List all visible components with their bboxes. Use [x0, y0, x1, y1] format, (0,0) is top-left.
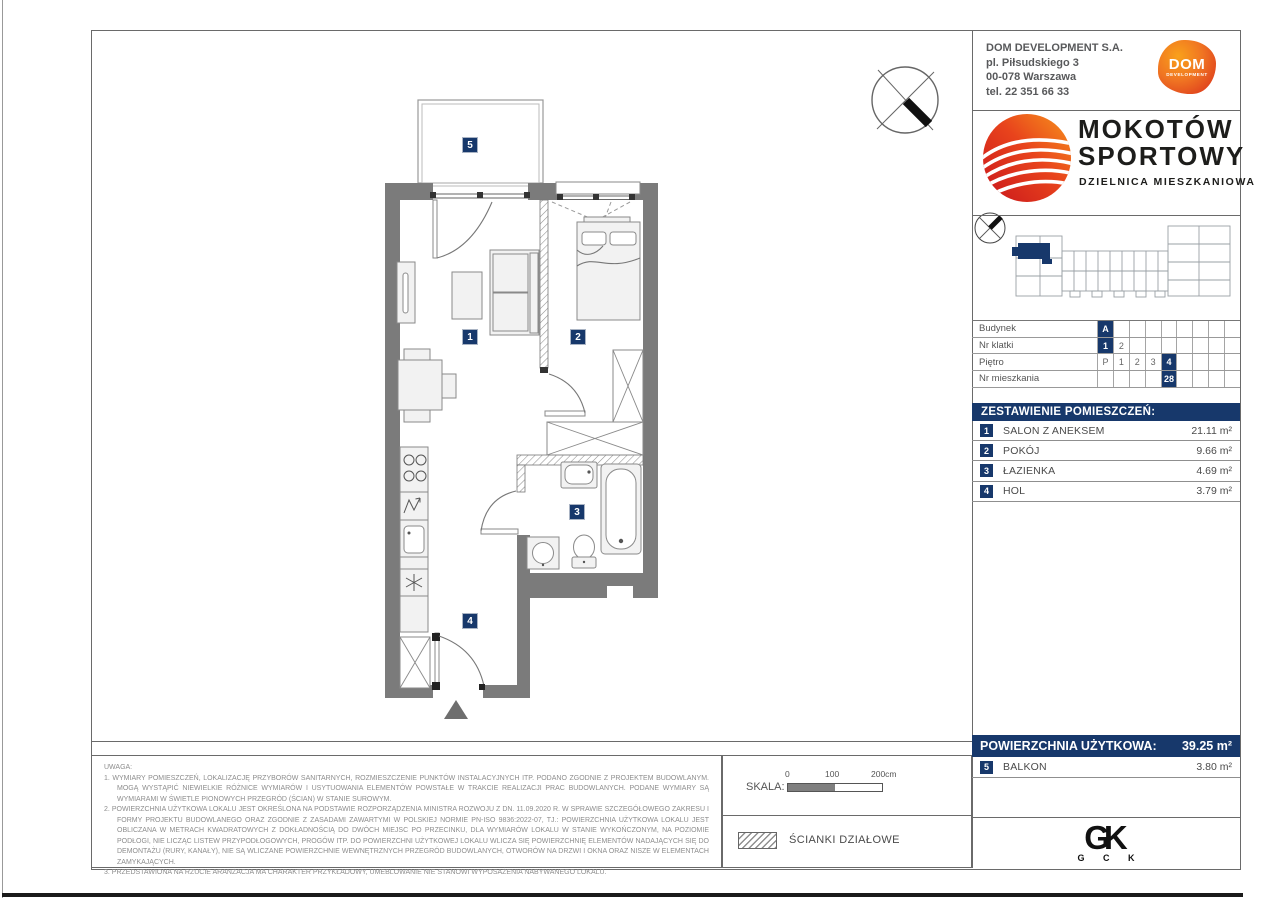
scale-bar-fill: [788, 784, 835, 791]
notes-title: UWAGA:: [104, 764, 133, 771]
room-number-badge: 4: [980, 485, 993, 498]
room-number-badge: 2: [980, 444, 993, 457]
project-title-line2: SPORTOWY: [1078, 141, 1246, 171]
room-area: 21.11 m²: [1191, 424, 1232, 437]
room-number-badge: 5: [980, 761, 993, 774]
entrance-arrow: [444, 700, 468, 719]
unit-cell: [1192, 371, 1208, 387]
bedroom-door: [545, 374, 585, 416]
living-window: [430, 186, 530, 198]
scale-tick-0: 0: [785, 769, 790, 779]
unit-cell: 2: [1113, 338, 1129, 354]
unit-cell: [1145, 321, 1161, 337]
dom-logo-subtext: DEVELOPMENT: [1166, 71, 1208, 77]
plan-area-bottom-border: [91, 741, 972, 742]
window-opening-lines: [552, 202, 630, 219]
kitchen-stove: [400, 447, 428, 492]
room-name: ŁAZIENKA: [1003, 464, 1056, 477]
developer-city: 00-078 Warszawa: [986, 71, 1077, 83]
entrance-door: [432, 633, 485, 690]
bedroom-wardrobe: [547, 350, 643, 455]
scale-bar: [787, 783, 883, 792]
unit-cell: [1113, 371, 1129, 387]
unit-cell: P: [1097, 354, 1113, 370]
balcony-row-wrap: [972, 757, 1240, 778]
unit-cell: [1192, 338, 1208, 354]
row-label: Nr klatki: [979, 340, 1014, 352]
unit-cell: [1192, 321, 1208, 337]
balcony-outline: [418, 100, 543, 183]
unit-cell: [1224, 354, 1240, 370]
scale-tick-200: 200cm: [871, 769, 897, 779]
room-area: 9.66 m²: [1196, 444, 1232, 457]
unit-cell: 3: [1145, 354, 1161, 370]
balcony-door: [433, 200, 492, 258]
unit-cell: A: [1097, 321, 1113, 337]
divider: [972, 817, 1240, 818]
developer-phone: tel. 22 351 66 33: [986, 85, 1070, 98]
scale-legend-box: [722, 755, 972, 868]
unit-cell: [1129, 321, 1145, 337]
room-row: [972, 441, 1240, 461]
table-row-apartment-number: [972, 371, 1240, 388]
mini-compass: [975, 213, 1005, 243]
unit-cell: [1161, 321, 1177, 337]
scale-tick-100: 100: [825, 769, 840, 779]
project-title-line1: MOKOTÓW: [1078, 114, 1234, 144]
room-area: 3.80 m²: [1196, 761, 1232, 773]
room-name: BALKON: [1003, 761, 1047, 773]
unit-cell: [1129, 371, 1145, 387]
developer-address: [986, 41, 1123, 99]
unit-cell: [1113, 321, 1129, 337]
unit-cell: [1097, 371, 1113, 387]
building-overview-map: [975, 213, 1230, 297]
unit-cell: [1208, 321, 1224, 337]
usable-area-value: 39.25 m²: [1181, 739, 1232, 753]
note-item: 2. POWIERZCHNIA UŻYTKOWA LOKALU JEST OKREŚLONA NA PODSTAWIE ROZPORZĄDZENIA MINISTRA ROZWOJU Z DN. 11.09.2020 R. W SPRAWIE SZCZEGÓŁOWEGO ZAKRESU I FORMY PROJEKTU BUDOWLANEGO ORAZ ZGODNIE Z ZASADAMI ZAWARTYMI W POLSKIEJ NORMIE PN-ISO 9836:2022-07, TJ.: POWIERZCHNIA UŻYTKOWA LOKALU JEST OBLICZANA W METRACH KWADRATOWYCH Z DOKŁADNOŚCIĄ DO DWÓCH MIEJSC PO PRZECINKU, DLA WYMIARÓW LOKALU W STANIE WYKOŃCZONYM, NA POZIOMIE PODŁOGI, NIE LICZĄC LISTEW PRZYPODŁOGOWYCH, PROGÓW ITP. DO POWIERZCHNI UŻYTKOWEJ LOKALU WLICZA SIĘ POWIERZCHNIĘ ELEMENTÓW NADAJĄCYCH SIĘ DO DEMONTAŻU (RURY, KANAŁY), NIE SĄ WLICZANE POWIERZCHNIE WEWNĘTRZNYCH PRZEGRÓD BUDOWLANYCH, OTWORÓW NA DRZWI I OKNA ORAZ NISZE W ELEMENTACH ZAMYKAJĄCYCH.: [104, 806, 709, 866]
washbasin: [561, 462, 597, 488]
north-compass: [872, 67, 938, 133]
room-number-badge: 1: [980, 424, 993, 437]
kitchen-counter: [400, 447, 428, 632]
room-row: [972, 421, 1240, 441]
row-label: Nr mieszkania: [979, 373, 1040, 385]
room-badge-4: 4: [462, 613, 478, 629]
room-row: [972, 482, 1240, 502]
project-title: [1078, 116, 1245, 170]
dom-development-logo: [1158, 40, 1216, 94]
unit-cell: 1: [1097, 338, 1113, 354]
hall-wardrobe: [400, 637, 430, 688]
unit-cell: [1208, 338, 1224, 354]
note-item: 3. PRZEDSTAWIONA NA RZUCIE ARANŻACJA MA CHARAKTER PRZYKŁADOWY, UMEBLOWANIE NIE STANOWI WYPOSAŻENIA NABYWANEGO LOKALU.: [104, 869, 607, 876]
divider: [972, 215, 1240, 216]
developer-street: pl. Piłsudskiego 3: [986, 56, 1079, 69]
notes-box: [91, 755, 722, 876]
gck-logo-mark: GK: [1084, 819, 1128, 856]
coffee-table: [452, 272, 482, 319]
gck-logo-caption: G C K: [1077, 853, 1143, 863]
divider: [972, 110, 1240, 111]
sofa: [490, 250, 539, 335]
unit-cell: [1176, 371, 1192, 387]
scale-label: SKALA:: [746, 781, 785, 793]
washing-machine: [527, 537, 559, 569]
unit-cell: [1224, 338, 1240, 354]
row-label: Piętro: [979, 356, 1004, 368]
dining-set: [398, 349, 456, 422]
table-row-building: [972, 321, 1240, 338]
room-area: 4.69 m²: [1196, 464, 1232, 477]
project-subtitle: DZIELNICA MIESZKANIOWA: [1079, 176, 1256, 188]
bedroom-window: [552, 182, 640, 219]
unit-cell: [1208, 371, 1224, 387]
scale-section: [723, 756, 971, 816]
unit-cell: [1176, 338, 1192, 354]
unit-cell: [1224, 371, 1240, 387]
room-area: 3.79 m²: [1196, 485, 1232, 498]
note-item: 1. WYMIARY POMIESZCZEŃ, LOKALIZACJĘ PRZYBORÓW SANITARNYCH, ROZMIESZCZENIE PUNKTÓW INSTALACYJNYCH ITP. PODANO ZGODNIE Z PROJEKTEM BUDOWLANYM. MOGĄ WYSTĄPIĆ NIEWIELKIE RÓŻNICE WYMIARÓW I USYTUOWANIA ELEMENTÓW POWSTAŁE W TRAKCIE REALIZACJI PRAC BUDOWLANYCH. PODANE WYMIARY SĄ WYMIARAMI W ŚWIETLE PIONOWYCH PRZEGRÓD (ŚCIAN) W STANIE SUROWYM.: [104, 774, 709, 803]
table-row-floor: [972, 354, 1240, 371]
unit-cell: [1176, 354, 1192, 370]
unit-cell: 1: [1113, 354, 1129, 370]
bathroom-door: [481, 491, 518, 534]
architect-logo: [972, 819, 1240, 867]
bed: [577, 217, 640, 320]
unit-cell: [1192, 354, 1208, 370]
unit-cell: [1161, 338, 1177, 354]
unit-cell: [1145, 371, 1161, 387]
room-row: [972, 461, 1240, 481]
table-row-staircase: [972, 338, 1240, 355]
room-badge-1: 1: [462, 329, 478, 345]
room-name: HOL: [1003, 485, 1026, 498]
row-label: Budynek: [979, 323, 1016, 335]
room-badge-2: 2: [570, 329, 586, 345]
partition-legend-label: ŚCIANKI DZIAŁOWE: [789, 834, 900, 846]
unit-locator-table: [972, 320, 1240, 388]
room-badge-3: 3: [569, 504, 585, 520]
tv-sideboard: [397, 262, 415, 323]
room-list: [972, 403, 1240, 502]
room-list-title: ZESTAWIENIE POMIESZCZEŃ:: [972, 403, 1240, 421]
unit-cell: [1129, 338, 1145, 354]
unit-cell: [1176, 321, 1192, 337]
mokotow-sportowy-logo-icon: [982, 113, 1072, 203]
toilet: [572, 535, 596, 568]
unit-cell: [1224, 321, 1240, 337]
partition-hatch-swatch: [738, 832, 777, 849]
bathtub: [601, 464, 641, 554]
unit-cell: 4: [1161, 354, 1177, 370]
unit-cell: 28: [1161, 371, 1177, 387]
developer-name: DOM DEVELOPMENT S.A.: [986, 42, 1123, 54]
room-badge-5: 5: [462, 137, 478, 153]
room-number-badge: 3: [980, 464, 993, 477]
unit-cell: [1145, 338, 1161, 354]
room-name: SALON Z ANEKSEM: [1003, 424, 1105, 437]
door-jamb: [540, 367, 548, 373]
unit-cell: 2: [1129, 354, 1145, 370]
usable-area-label: POWIERZCHNIA UŻYTKOWA:: [980, 739, 1157, 753]
usable-area-header: [972, 735, 1240, 757]
balcony-row: [972, 757, 1240, 778]
unit-cell: [1208, 354, 1224, 370]
highlighted-unit: [1012, 243, 1052, 264]
dom-logo-text: DOM: [1168, 55, 1206, 73]
room-name: POKÓJ: [1003, 444, 1040, 457]
